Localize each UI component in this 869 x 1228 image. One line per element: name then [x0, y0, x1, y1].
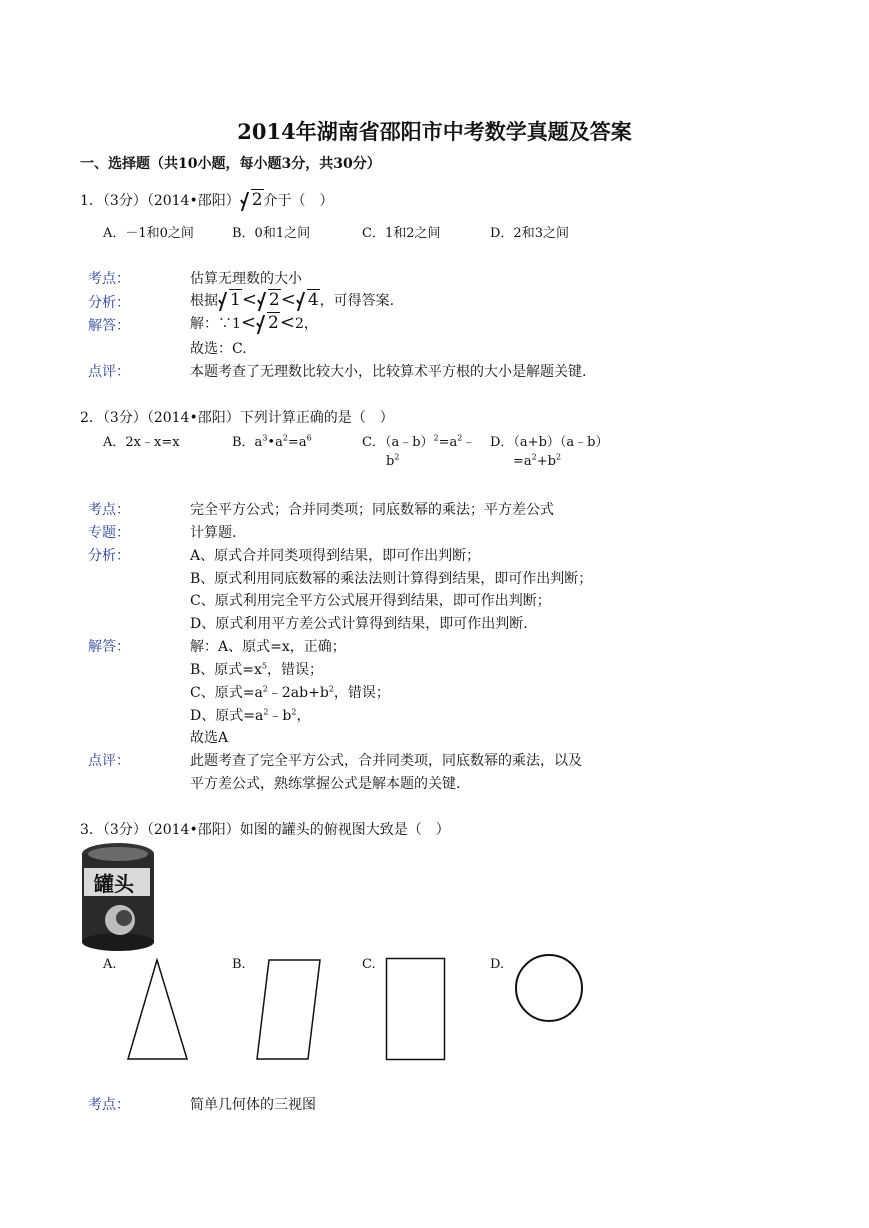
- q1-fenxi-radicand-1: 1: [230, 290, 241, 310]
- q3-kaodian-label: 考点：: [88, 1097, 130, 1113]
- can-drawing: [80, 842, 156, 952]
- q2-stem: 2．（3分）（2014•邵阳）下列计算正确的是（ ）: [80, 410, 394, 426]
- q1-jieda-suffix: 2，: [294, 316, 318, 332]
- q2-option-c-cont: $b^2$: [386, 452, 400, 469]
- q1-stem-prefix: 1．（3分）（2014•邵阳）: [80, 193, 240, 209]
- can-label: 罐头: [94, 872, 134, 896]
- q1-kaodian: 估算无理数的大小: [190, 271, 302, 287]
- q2-dianping-label: 点评：: [88, 753, 130, 769]
- page-title: 2014年湖南省邵阳市中考数学真题及答案: [237, 119, 632, 144]
- q1-dianping: 本题考查了无理数比较大小，比较算术平方根的大小是解题关键.: [190, 364, 587, 380]
- q1-option-b: B．0和1之间: [232, 226, 311, 241]
- q2-jieda-line: B、原式$=x^5$，错误；: [190, 661, 324, 678]
- parallelogram-shape: [255, 957, 323, 1062]
- q2-dianping-line: 此题考查了完全平方公式，合并同类项，同底数幂的乘法，以及: [190, 753, 582, 769]
- q1-fenxi-label: 分析：: [88, 295, 130, 311]
- circle-shape: [513, 952, 585, 1024]
- sqrt-symbol: [218, 290, 242, 310]
- less-than-symbol: <: [241, 289, 257, 310]
- less-than-symbol: <: [280, 289, 296, 310]
- q1-radicand: 2: [251, 190, 263, 210]
- section-heading: 一、选择题（共10小题，每小题3分，共30分）: [80, 156, 381, 172]
- q3-option-a: A.: [103, 957, 117, 972]
- q1-option-d: D．2和3之间: [490, 226, 569, 241]
- q1-jieda: [190, 312, 318, 333]
- q1-fenxi: [190, 289, 394, 310]
- q1-stem: [80, 190, 334, 210]
- q3-option-c: C.: [362, 957, 376, 972]
- q1-option-a: A．－1和0之间: [103, 226, 194, 241]
- q1-stem-suffix: 介于（ ）: [263, 193, 334, 209]
- q2-kaodian-label: 考点：: [88, 502, 130, 518]
- q2-jieda-line: D、原式$=a^2﹣b^2$，: [190, 707, 311, 724]
- q1-dianping-label: 点评：: [88, 364, 130, 380]
- sqrt-symbol: [240, 190, 264, 210]
- q2-fenxi-line: A、原式合并同类项得到结果，即可作出判断；: [190, 548, 481, 564]
- q1-fenxi-radicand-3: 4: [307, 290, 319, 310]
- less-than-symbol: <: [279, 312, 295, 333]
- q1-fenxi-radicand-2: 2: [268, 290, 280, 310]
- q2-kaodian: 完全平方公式；合并同类项；同底数幂的乘法；平方差公式: [190, 502, 554, 518]
- rectangle-shape: [385, 957, 447, 1062]
- q1-jieda-prefix: 解：∵1: [190, 316, 241, 332]
- q2-jieda-line: 故选A: [190, 730, 229, 746]
- q2-jieda-line: 解：A、原式=x，正确；: [190, 639, 346, 655]
- q2-fenxi-label: 分析：: [88, 548, 130, 564]
- q2-fenxi-line: C、原式利用完全平方公式展开得到结果，即可作出判断；: [190, 593, 551, 609]
- q1-fenxi-prefix: 根据: [190, 293, 218, 309]
- q2-option-d: D．（a+b）（a﹣b）: [490, 435, 609, 450]
- q2-option-c: C．$(a﹣b)^2=a^2﹣$: [362, 433, 476, 450]
- triangle-shape: [125, 957, 190, 1062]
- sqrt-symbol: [296, 290, 320, 310]
- q3-kaodian: 简单几何体的三视图: [190, 1097, 316, 1113]
- q3-option-d: D.: [490, 957, 505, 972]
- q3-stem: 3．（3分）（2014•邵阳）如图的罐头的俯视图大致是（ ）: [80, 822, 450, 838]
- q2-fenxi-line: B、原式利用同底数幂的乘法法则计算得到结果，即可作出判断；: [190, 571, 593, 587]
- q1-jieda-label: 解答：: [88, 318, 130, 334]
- q2-option-a: A．2x﹣x=x: [103, 435, 180, 450]
- q1-jieda-radicand: 2: [268, 313, 279, 333]
- can-image: [80, 842, 156, 952]
- q2-dianping-line: 平方差公式，熟练掌握公式是解本题的关键.: [190, 776, 461, 792]
- sqrt-symbol: [257, 290, 281, 310]
- q2-jieda-line: C、原式$=a^2﹣2ab+b^2$，错误；: [190, 684, 390, 701]
- q1-fenxi-suffix: ，可得答案.: [319, 293, 395, 309]
- q1-jieda-answer: 故选：C.: [190, 341, 247, 357]
- sqrt-symbol: [256, 313, 280, 333]
- q2-jieda-label: 解答：: [88, 639, 130, 655]
- q3-option-b: B.: [232, 957, 246, 972]
- q2-zhuanti-label: 专题：: [88, 525, 130, 541]
- q2-option-d-cont: $=a^2+b^2$: [513, 452, 562, 469]
- q2-option-b: B．$a^3•a^2=a^6$: [232, 433, 312, 450]
- less-than-symbol: <: [240, 312, 257, 333]
- q2-fenxi-line: D、原式利用平方差公式计算得到结果，即可作出判断.: [190, 616, 528, 632]
- q1-kaodian-label: 考点：: [88, 271, 130, 287]
- q2-zhuanti: 计算题.: [190, 525, 237, 541]
- q1-option-c: C．1和2之间: [362, 226, 441, 241]
